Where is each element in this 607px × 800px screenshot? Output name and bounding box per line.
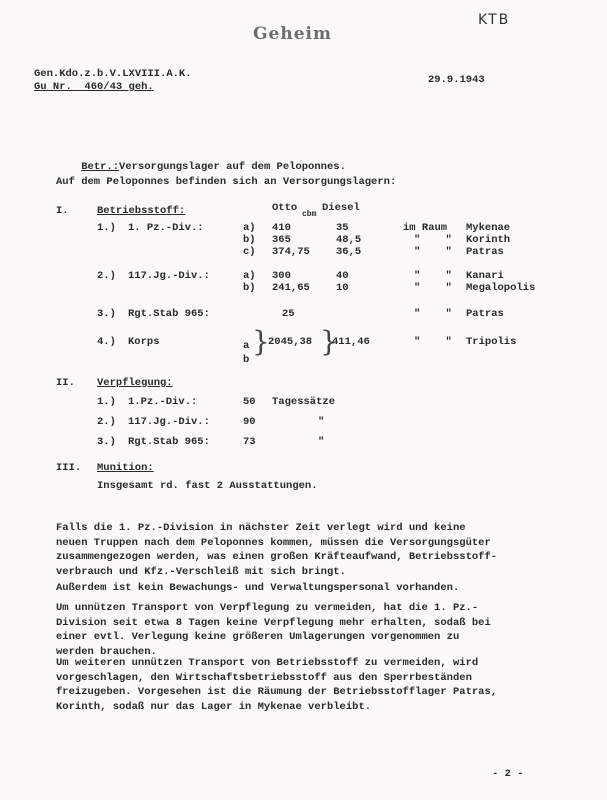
paragraph: Um unnützen Transport von Verpflegung zu vermeiden, hat die 1. Pz.- Division seit etwa 8 Tagen keine Verpflegung mehr erhalten, sodaß bei einer evtl. Verlegung keine größeren Umlagerungen vorgenommen zu werden brauchen. bbox=[56, 602, 491, 658]
row-location: Mykenae bbox=[466, 222, 511, 234]
row-location: Patras bbox=[466, 246, 504, 258]
row-diesel: 36,5 bbox=[336, 246, 362, 258]
row-diesel: 411,46 bbox=[332, 336, 370, 348]
row-number: 2.) bbox=[97, 270, 116, 282]
row-location: Patras bbox=[466, 308, 504, 320]
row-number: 1.) bbox=[97, 396, 116, 408]
brace-mark: } bbox=[252, 325, 270, 358]
section2-title: Verpflegung: bbox=[97, 377, 173, 389]
row-location-prefix: " " bbox=[414, 234, 452, 246]
row-sub: b bbox=[243, 354, 250, 366]
row-location-prefix: " " bbox=[414, 246, 452, 258]
subject-text: Versorgungslager auf dem Peloponnes. bbox=[119, 161, 346, 173]
col-diesel-header: Diesel bbox=[322, 202, 360, 214]
brace-mark: } bbox=[320, 325, 338, 358]
row-unit: Korps bbox=[128, 336, 160, 348]
row-otto: 410 bbox=[272, 222, 291, 234]
header-date: 29.9.1943 bbox=[428, 74, 485, 86]
section3-title: Munition: bbox=[97, 462, 154, 474]
row-diesel: 40 bbox=[336, 270, 349, 282]
row-location-prefix: " " bbox=[414, 308, 452, 320]
row-location: Korinth bbox=[466, 234, 511, 246]
row-number: 1.) bbox=[97, 222, 116, 234]
row-diesel: 10 bbox=[336, 282, 349, 294]
row-location-prefix: " " bbox=[414, 336, 452, 348]
header-office: Gen.Kdo.z.b.V.LXVIII.A.K. bbox=[34, 68, 192, 80]
row-diesel: 25 bbox=[282, 308, 295, 320]
section3-number: III. bbox=[56, 462, 82, 474]
row-unit: 117.Jg.-Div.: bbox=[128, 416, 210, 428]
section1-number: I. bbox=[56, 205, 69, 217]
row-diesel: 48,5 bbox=[336, 234, 362, 246]
row-value: 50 bbox=[243, 396, 256, 408]
subject-label: Betr.: bbox=[81, 161, 120, 173]
row-location: Megalopolis bbox=[466, 282, 536, 294]
row-value: 73 bbox=[243, 436, 256, 448]
row-location: Kanari bbox=[466, 270, 504, 282]
row-otto: 300 bbox=[272, 270, 291, 282]
row-number: 2.) bbox=[97, 416, 116, 428]
row-unit: Rgt.Stab 965: bbox=[128, 308, 210, 320]
row-otto: 2045,38 bbox=[268, 336, 313, 348]
col-otto-header: Otto bbox=[272, 202, 298, 214]
intro-text: Auf dem Peloponnes befinden sich an Versorgungslagern: bbox=[56, 176, 397, 188]
row-desc: Tagessätze bbox=[272, 396, 336, 408]
paragraph: Um weiteren unnützen Transport von Betriebsstoff zu vermeiden, wird vorgeschlagen, den Wirtschaftsbetriebsstoff aus den Sperrbeständen freizugeben. Vorgesehen ist die Räumung der Betriebsstofflager Patras, Korinth, sodaß nur das Lager in Mykenae verbleibt. bbox=[56, 657, 498, 713]
handwritten-note: KTB bbox=[478, 12, 511, 28]
section3-text: Insgesamt rd. fast 2 Ausstattungen. bbox=[97, 480, 318, 492]
row-unit: 1. Pz.-Div.: bbox=[128, 222, 204, 234]
page-number: - 2 - bbox=[492, 768, 524, 780]
row-desc: " bbox=[318, 416, 325, 428]
row-sub: a bbox=[243, 340, 250, 352]
row-sub: a) bbox=[243, 222, 256, 234]
header-reference: Gu Nr. 460/43 geh. bbox=[34, 81, 154, 93]
section1-title: Betriebsstoff: bbox=[97, 205, 186, 217]
row-diesel: 35 bbox=[336, 222, 349, 234]
row-location-prefix: " " bbox=[414, 270, 452, 282]
row-number: 3.) bbox=[97, 308, 116, 320]
row-unit: Rgt.Stab 965: bbox=[128, 436, 210, 448]
row-location-prefix: " " bbox=[414, 282, 452, 294]
row-otto: 365 bbox=[272, 234, 291, 246]
row-location-prefix: im Raum bbox=[403, 222, 448, 234]
col-unit-header: cbm bbox=[302, 210, 317, 219]
row-value: 90 bbox=[243, 416, 256, 428]
row-sub: a) bbox=[243, 270, 256, 282]
row-unit: 117.Jg.-Div.: bbox=[128, 270, 210, 282]
row-sub: b) bbox=[243, 282, 256, 294]
paragraph: Außerdem ist kein Bewachungs- und Verwaltungspersonal vorhanden. bbox=[56, 582, 460, 594]
row-sub: c) bbox=[243, 246, 256, 258]
row-otto: 241,65 bbox=[272, 282, 310, 294]
section2-number: II. bbox=[56, 377, 75, 389]
paragraph: Falls die 1. Pz.-Division in nächster Zeit verlegt wird und keine neuen Truppen nach dem Peloponnes kommen, müssen die Versorgungsgüter zusammengezogen werden, was einen großen Kräfteaufwand, Betriebsstoff- verbrauch und Kfz.-Verschleiß mit sich bringt. bbox=[56, 522, 498, 578]
row-otto: 374,75 bbox=[272, 246, 310, 258]
row-unit: 1.Pz.-Div.: bbox=[128, 396, 198, 408]
row-number: 3.) bbox=[97, 436, 116, 448]
row-location: Tripolis bbox=[466, 336, 517, 348]
classification-stamp: Geheim bbox=[253, 24, 332, 44]
row-sub: b) bbox=[243, 234, 256, 246]
row-number: 4.) bbox=[97, 336, 116, 348]
row-desc: " bbox=[318, 436, 325, 448]
